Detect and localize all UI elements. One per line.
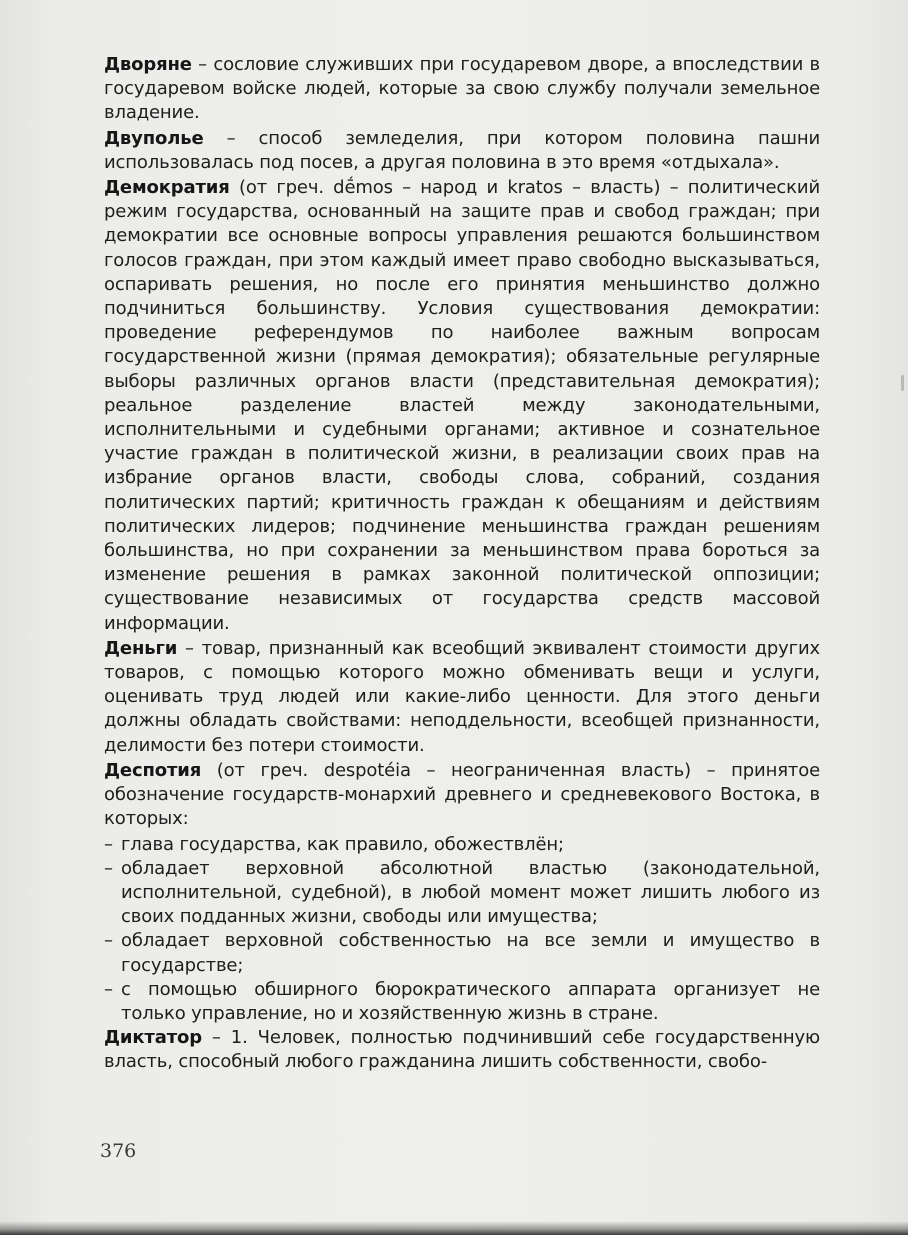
- entry-definition: – сословие служивших при государевом дворе, а впоследствии в государевом войске людей, которые за свою службу получали земельное владение.: [104, 54, 820, 124]
- entry-term: Двуполье: [104, 127, 204, 149]
- entry-term: Диктатор: [104, 1027, 202, 1049]
- list-item-text: обладает верховной собственностью на все земли и имущество в государстве;: [121, 930, 820, 976]
- list-item: [104, 833, 820, 857]
- bullet-dash: –: [104, 833, 113, 855]
- glossary-entry-dvupolye: [104, 127, 820, 175]
- entry-definition: – 1. Человек, полностью подчинивший себе государственную власть, способный любого гражданина лишить собственности, свобо-: [104, 1027, 820, 1073]
- glossary-entry-dengi: [104, 637, 820, 758]
- list-item: [104, 857, 820, 930]
- list-item: [104, 929, 820, 977]
- bullet-dash: –: [104, 857, 113, 879]
- glossary-entry-despotiya: [104, 759, 820, 832]
- entry-definition: – товар, признанный как всеобщий эквивалент стоимости других товаров, с помощью которого можно обменивать вещи и услуги, оценивать труд людей или какие-либо ценности. Для этого деньги должны обладать свойствами: неподдельности, всеобщей признанности, делимости без потери стоимости.: [104, 637, 820, 756]
- entry-definition: (от греч. despotéia – неограниченная власть) – принятое обозначение государств-монархий древнего и средневекового Востока, в которых:: [104, 759, 820, 830]
- despotia-bullet-list: [104, 833, 820, 1027]
- entry-definition: (от греч. dḗmos – народ и kratos – власть) – политический режим государства, основанный на защите прав и свобод граждан; при демократии все основные вопросы управления решаются большинством голосов граждан, при этом каждый имеет право свободно высказываться, оспаривать решения, но после его принятия меньшинство должно подчиниться большинству. Условия существования демократии: проведение референдумов по наиболее важным вопросам государственной жизни (прямая демократия); обязательные регулярные выборы различных органов власти (представительная демократия); реальное разделение властей между законодательными, исполнительными и судебными органами; активное и сознательное участие граждан в политической жизни, в реализации своих прав на избрание органов власти, свободы слова, собраний, создания политических партий; критичность граждан к обещаниям и действиям политических лидеров; подчинение меньшинства граждан решениям большинства, но при сохранении за меньшинством права бороться за изменение решения в рамках законной политической оппозиции; существование независимых от государства средств массовой информации.: [104, 177, 820, 634]
- entry-term: Дворяне: [104, 54, 192, 75]
- list-item-text: глава государства, как правило, обожествлён;: [121, 833, 564, 855]
- list-item-text: с помощью обширного бюрократического аппарата организует не только управление, но и хозяйственную жизнь в стране.: [121, 978, 820, 1024]
- entry-term: Деньги: [104, 637, 178, 659]
- glossary-text: [104, 53, 820, 1076]
- bullet-dash: –: [104, 930, 113, 952]
- entry-term: Деспотия: [104, 759, 202, 781]
- list-item: [104, 978, 820, 1026]
- entry-term: Демократия: [104, 177, 230, 199]
- entry-definition: – способ земледелия, при котором половина пашни использовалась под посев, а другая половина в это время «отдыхала».: [104, 127, 820, 173]
- page-number: 376: [100, 1140, 137, 1162]
- scan-bottom-shadow: [0, 1221, 908, 1235]
- glossary-entry-diktator: [104, 1026, 820, 1074]
- bullet-dash: –: [104, 978, 113, 1000]
- glossary-entry-dvoryane: [104, 53, 820, 126]
- scan-margin-mark: [901, 375, 904, 391]
- list-item-text: обладает верховной абсолютной властью (законодательной, исполнительной, судебной), в любой момент может лишить любого из своих подданных жизни, свободы или имущества;: [121, 857, 820, 928]
- glossary-entry-demokratiya: [104, 176, 820, 636]
